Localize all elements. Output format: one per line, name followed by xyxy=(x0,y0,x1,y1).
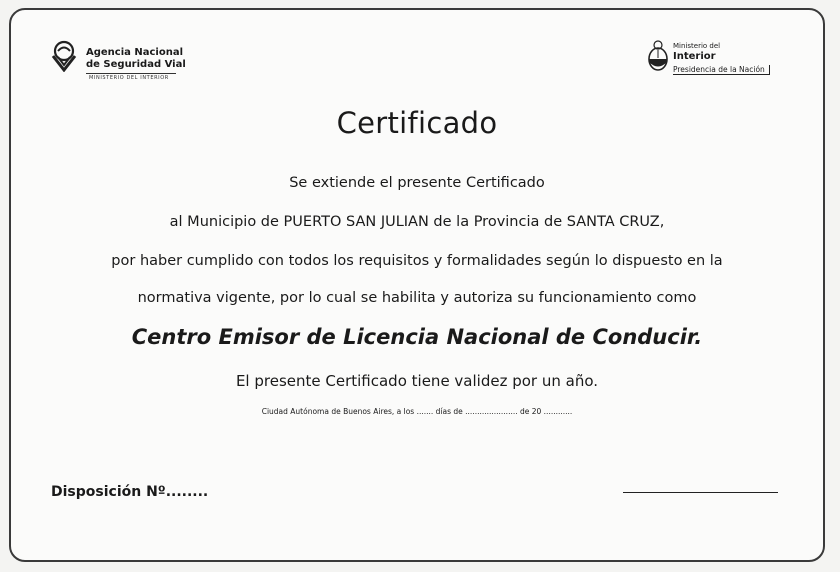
ministry-line2: Interior xyxy=(673,51,716,62)
signature-line xyxy=(623,492,778,493)
center-name: Centro Emisor de Licencia Nacional de Conducir. xyxy=(131,325,703,349)
asv-name-line1: Agencia Nacional xyxy=(86,47,184,58)
validity-statement: El presente Certificado tiene validez por un año. xyxy=(235,372,599,390)
asv-name-line2: de Seguridad Vial xyxy=(86,59,186,70)
body-line-4: normativa vigente, por lo cual se habilita y autoriza su funcionamiento como xyxy=(137,290,697,306)
asv-ministry-line: MINISTERIO DEL INTERIOR xyxy=(89,75,169,81)
ministry-logo xyxy=(645,40,785,80)
asv-logo-divider xyxy=(86,73,176,74)
argentina-coat-of-arms-icon xyxy=(645,40,671,72)
certificate-title: Certificado xyxy=(336,106,498,140)
body-line-1: Se extiende el presente Certificado xyxy=(289,175,545,191)
certificate-sheet xyxy=(9,8,825,562)
disposition-number: Disposición Nº........ xyxy=(51,484,209,500)
ministry-line1: Ministerio del xyxy=(673,42,721,50)
asv-emblem-icon xyxy=(49,40,79,72)
place-date-line: Ciudad Autónoma de Buenos Aires, a los ....... días de ...................... de 20 ............ xyxy=(261,407,573,416)
body-line-2: al Municipio de PUERTO SAN JULIAN de la Provincia de SANTA CRUZ, xyxy=(169,214,665,230)
presidency-line: Presidencia de la Nación xyxy=(673,65,770,75)
body-line-3: por haber cumplido con todos los requisitos y formalidades según lo dispuesto en la xyxy=(111,253,723,269)
